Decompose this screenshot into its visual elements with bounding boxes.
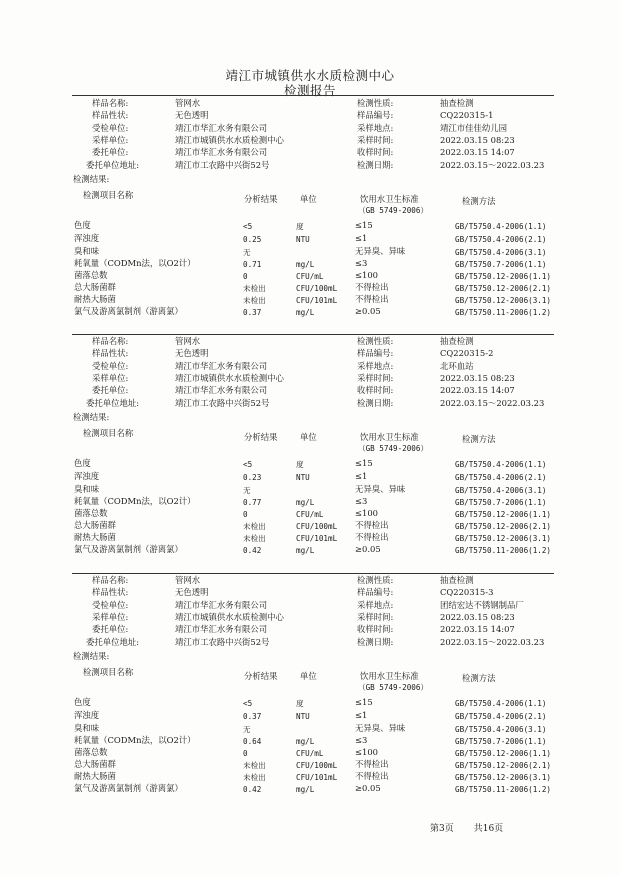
table-cell-item: 耗氧量（CODMn法，以O2计）: [74, 496, 196, 506]
table-cell-method: GB/T5750.4-2006(3.1): [455, 725, 547, 734]
table-cell-standard: ≤3: [355, 496, 368, 506]
table-cell-standard: ≤1: [355, 471, 368, 481]
sampling-unit-value: 靖江市城镇供水水质检测中心: [175, 372, 284, 383]
table-cell-method: GB/T5750.4-2006(1.1): [455, 460, 547, 469]
column-header-item: 检测项目名称: [83, 190, 134, 200]
table-cell-item: 总大肠菌群: [74, 282, 116, 292]
client-address-value: 靖江市工农路中兴街52号: [175, 397, 270, 408]
column-header-standard-ref: （GB 5749-2006）: [358, 683, 429, 692]
table-cell-method: GB/T5750.7-2006(1.1): [455, 260, 547, 269]
table-cell-unit: 度: [296, 222, 304, 231]
label-client-unit: 委托单位:: [92, 624, 129, 635]
column-header-method: 检测方法: [462, 673, 496, 683]
table-cell-standard: ≤15: [355, 697, 373, 707]
table-cell-standard: 不得检出: [355, 532, 389, 542]
column-header-result: 分析结果: [244, 194, 278, 204]
table-cell-unit: mg/L: [296, 785, 315, 794]
sampling-unit-value: 靖江市城镇供水水质检测中心: [175, 134, 284, 145]
label-sample-name: 样品名称:: [92, 575, 129, 585]
table-cell-method: GB/T5750.4-2006(2.1): [455, 235, 547, 244]
sampling-time-value: 2022.03.15 08:23: [440, 611, 515, 622]
table-cell-result: 0.23: [243, 473, 262, 482]
sample-property-value: 无色透明: [175, 110, 209, 121]
label-sampling-time: 采样时间:: [357, 134, 394, 145]
table-cell-item: 耗氧量（CODMn法，以O2计）: [74, 258, 196, 268]
label-test-date: 检测日期:: [357, 159, 394, 170]
table-cell-method: GB/T5750.12-2006(1.1): [455, 749, 552, 758]
sampling-time-value: 2022.03.15 08:23: [440, 134, 515, 145]
results-label: 检测结果:: [73, 174, 110, 184]
table-cell-item: 臭和味: [74, 246, 100, 256]
table-cell-result: 0.71: [243, 260, 262, 269]
table-cell-item: 菌落总数: [74, 270, 108, 280]
sampling-place-value: 团结宏达不锈钢制品厂: [440, 599, 524, 610]
sampling-time-value: 2022.03.15 08:23: [440, 372, 515, 383]
table-cell-result: <5: [243, 699, 253, 708]
page-number: 第3页: [430, 824, 454, 834]
label-sampling-place: 采样地点:: [357, 599, 394, 610]
table-cell-result: 未检出: [243, 534, 266, 543]
client-address-value: 靖江市工农路中兴街52号: [175, 636, 270, 647]
label-test-date: 检测日期:: [357, 636, 394, 647]
table-cell-result: <5: [243, 222, 253, 231]
column-header-item: 检测项目名称: [83, 428, 134, 438]
table-cell-method: GB/T5750.7-2006(1.1): [455, 498, 547, 507]
table-cell-standard: ≤100: [355, 747, 379, 757]
table-cell-unit: CFU/mL: [296, 510, 324, 519]
column-header-standard: 饮用水卫生标准: [360, 432, 419, 442]
table-cell-item: 氯气及游离氯制剂（游离氯）: [74, 783, 183, 793]
label-sample-property: 样品性状:: [92, 110, 129, 121]
table-cell-method: GB/T5750.11-2006(1.2): [455, 308, 552, 317]
label-client-unit: 委托单位:: [92, 385, 129, 396]
table-cell-unit: CFU/100mL: [296, 522, 338, 531]
table-cell-standard: 无异臭、异味: [355, 246, 406, 256]
table-cell-unit: CFU/mL: [296, 272, 324, 281]
client-unit-value: 靖江市华汇水务有限公司: [175, 385, 268, 396]
table-cell-item: 色度: [74, 697, 91, 707]
page-total: 共16页: [473, 824, 504, 834]
table-cell-method: GB/T5750.4-2006(3.1): [455, 248, 547, 257]
table-cell-item: 耐热大肠菌: [74, 294, 116, 304]
section-divider: [72, 573, 554, 574]
table-cell-method: GB/T5750.4-2006(1.1): [455, 222, 547, 231]
label-client-unit: 委托单位:: [92, 147, 129, 158]
table-cell-method: GB/T5750.11-2006(1.2): [455, 546, 552, 555]
entrusted-unit-value: 靖江市华汇水务有限公司: [175, 122, 268, 133]
table-cell-method: GB/T5750.12-2006(2.1): [455, 761, 552, 770]
table-cell-result: 无: [243, 725, 251, 734]
table-cell-result: 0.42: [243, 546, 262, 555]
table-cell-unit: CFU/100mL: [296, 284, 338, 293]
table-cell-item: 耐热大肠菌: [74, 771, 116, 781]
label-sampling-unit: 采样单位:: [92, 134, 129, 145]
label-sample-no: 样品编号:: [357, 587, 394, 598]
sample-property-value: 无色透明: [175, 348, 209, 359]
test-date-value: 2022.03.15～2022.03.23: [440, 159, 545, 170]
test-nature-value: 抽查检测: [440, 575, 474, 585]
table-cell-result: 0: [243, 749, 248, 758]
table-cell-method: GB/T5750.4-2006(2.1): [455, 473, 547, 482]
section-divider: [72, 334, 554, 335]
table-cell-item: 菌落总数: [74, 747, 108, 757]
table-cell-standard: ≤15: [355, 458, 373, 468]
table-cell-item: 臭和味: [74, 484, 100, 494]
table-cell-standard: ≥0.05: [355, 544, 381, 554]
table-cell-standard: 不得检出: [355, 771, 389, 781]
client-address-value: 靖江市工农路中兴街52号: [175, 159, 270, 170]
label-sampling-time: 采样时间:: [357, 372, 394, 383]
column-header-item: 检测项目名称: [83, 667, 134, 677]
sample-name-value: 管网水: [175, 336, 201, 346]
table-cell-standard: ≤15: [355, 220, 373, 230]
test-date-value: 2022.03.15～2022.03.23: [440, 397, 545, 408]
table-cell-item: 氯气及游离氯制剂（游离氯）: [74, 306, 183, 316]
table-cell-result: 0: [243, 272, 248, 281]
label-sampling-unit: 采样单位:: [92, 372, 129, 383]
label-receive-time: 收样时间:: [357, 385, 394, 396]
label-receive-time: 收样时间:: [357, 624, 394, 635]
table-cell-item: 菌落总数: [74, 508, 108, 518]
sample-no-value: CQ220315-3: [440, 587, 494, 598]
sampling-unit-value: 靖江市城镇供水水质检测中心: [175, 611, 284, 622]
column-header-unit: 单位: [300, 671, 317, 681]
table-cell-result: 0.37: [243, 308, 262, 317]
entrusted-unit-value: 靖江市华汇水务有限公司: [175, 360, 268, 371]
label-test-date: 检测日期:: [357, 397, 394, 408]
label-entrusted-unit: 受检单位:: [92, 360, 129, 371]
table-cell-result: 未检出: [243, 284, 266, 293]
table-cell-standard: ≤100: [355, 270, 379, 280]
sample-name-value: 管网水: [175, 98, 201, 108]
results-label: 检测结果:: [73, 412, 110, 422]
table-cell-item: 总大肠菌群: [74, 520, 116, 530]
column-header-method: 检测方法: [462, 196, 496, 206]
table-cell-method: GB/T5750.12-2006(2.1): [455, 522, 552, 531]
column-header-standard-ref: （GB 5749-2006）: [358, 206, 429, 215]
table-cell-item: 色度: [74, 220, 91, 230]
table-cell-item: 耐热大肠菌: [74, 532, 116, 542]
table-cell-unit: CFU/101mL: [296, 296, 338, 305]
label-client-address: 委托单位地址:: [86, 636, 140, 647]
table-cell-result: 0.37: [243, 712, 262, 721]
label-test-nature: 检测性质:: [357, 575, 394, 585]
test-date-value: 2022.03.15～2022.03.23: [440, 636, 545, 647]
page-title: 靖江市城镇供水水质检测中心: [225, 68, 395, 83]
table-cell-result: 0.25: [243, 235, 262, 244]
label-receive-time: 收样时间:: [357, 147, 394, 158]
table-cell-item: 总大肠菌群: [74, 759, 116, 769]
table-cell-result: 未检出: [243, 773, 266, 782]
table-cell-unit: mg/L: [296, 737, 315, 746]
table-cell-standard: ≤1: [355, 710, 368, 720]
table-cell-method: GB/T5750.12-2006(3.1): [455, 534, 552, 543]
table-cell-standard: 无异臭、异味: [355, 484, 406, 494]
entrusted-unit-value: 靖江市华汇水务有限公司: [175, 599, 268, 610]
table-cell-method: GB/T5750.12-2006(3.1): [455, 773, 552, 782]
table-cell-result: 无: [243, 248, 251, 257]
label-sampling-unit: 采样单位:: [92, 611, 129, 622]
receive-time-value: 2022.03.15 14:07: [440, 147, 515, 158]
table-cell-standard: 无异臭、异味: [355, 723, 406, 733]
table-cell-standard: ≥0.05: [355, 783, 381, 793]
table-cell-result: 0.77: [243, 498, 262, 507]
table-cell-standard: ≤3: [355, 258, 368, 268]
sample-no-value: CQ220315-2: [440, 348, 494, 359]
column-header-method: 检测方法: [462, 434, 496, 444]
receive-time-value: 2022.03.15 14:07: [440, 385, 515, 396]
column-header-result: 分析结果: [244, 671, 278, 681]
table-cell-item: 臭和味: [74, 723, 100, 733]
label-sample-name: 样品名称:: [92, 98, 129, 108]
table-cell-result: <5: [243, 460, 253, 469]
table-cell-standard: 不得检出: [355, 282, 389, 292]
test-nature-value: 抽查检测: [440, 336, 474, 346]
sample-no-value: CQ220315-1: [440, 110, 494, 121]
table-cell-unit: 度: [296, 699, 304, 708]
table-cell-result: 0.42: [243, 785, 262, 794]
table-cell-method: GB/T5750.4-2006(3.1): [455, 486, 547, 495]
table-cell-result: 未检出: [243, 296, 266, 305]
test-nature-value: 抽查检测: [440, 98, 474, 108]
table-cell-standard: ≤100: [355, 508, 379, 518]
column-header-standard: 饮用水卫生标准: [360, 671, 419, 681]
label-sample-no: 样品编号:: [357, 348, 394, 359]
table-cell-unit: CFU/101mL: [296, 534, 338, 543]
table-cell-unit: NTU: [296, 235, 310, 244]
table-cell-unit: NTU: [296, 473, 310, 482]
table-cell-item: 色度: [74, 458, 91, 468]
label-entrusted-unit: 受检单位:: [92, 599, 129, 610]
column-header-result: 分析结果: [244, 432, 278, 442]
sampling-place-value: 靖江市佳佳幼儿园: [440, 122, 507, 133]
table-cell-unit: mg/L: [296, 260, 315, 269]
table-cell-standard: ≤1: [355, 233, 368, 243]
column-header-standard-ref: （GB 5749-2006）: [358, 444, 429, 453]
table-cell-unit: CFU/mL: [296, 749, 324, 758]
table-cell-standard: ≥0.05: [355, 306, 381, 316]
label-entrusted-unit: 受检单位:: [92, 122, 129, 133]
table-cell-item: 浑浊度: [74, 710, 100, 720]
table-cell-unit: 度: [296, 460, 304, 469]
label-sampling-place: 采样地点:: [357, 360, 394, 371]
table-cell-result: 未检出: [243, 522, 266, 531]
label-test-nature: 检测性质:: [357, 336, 394, 346]
label-client-address: 委托单位地址:: [86, 397, 140, 408]
client-unit-value: 靖江市华汇水务有限公司: [175, 624, 268, 635]
label-sample-name: 样品名称:: [92, 336, 129, 346]
sampling-place-value: 北环血站: [440, 360, 474, 371]
table-cell-method: GB/T5750.12-2006(1.1): [455, 510, 552, 519]
table-cell-unit: mg/L: [296, 546, 315, 555]
table-cell-method: GB/T5750.4-2006(2.1): [455, 712, 547, 721]
table-cell-result: 0.64: [243, 737, 262, 746]
page-subtitle: 检测报告: [283, 83, 336, 98]
label-client-address: 委托单位地址:: [86, 159, 140, 170]
label-sampling-time: 采样时间:: [357, 611, 394, 622]
results-label: 检测结果:: [73, 651, 110, 661]
table-cell-method: GB/T5750.12-2006(2.1): [455, 284, 552, 293]
label-sample-property: 样品性状:: [92, 587, 129, 598]
table-cell-item: 氯气及游离氯制剂（游离氯）: [74, 544, 183, 554]
table-cell-unit: mg/L: [296, 308, 315, 317]
title-rule: [72, 95, 554, 96]
sample-name-value: 管网水: [175, 575, 201, 585]
label-sampling-place: 采样地点:: [357, 122, 394, 133]
table-cell-unit: CFU/100mL: [296, 761, 338, 770]
table-cell-result: 未检出: [243, 761, 266, 770]
label-sample-property: 样品性状:: [92, 348, 129, 359]
table-cell-result: 0: [243, 510, 248, 519]
table-cell-method: GB/T5750.7-2006(1.1): [455, 737, 547, 746]
table-cell-item: 浑浊度: [74, 233, 100, 243]
column-header-standard: 饮用水卫生标准: [360, 194, 419, 204]
table-cell-method: GB/T5750.11-2006(1.2): [455, 785, 552, 794]
label-sample-no: 样品编号:: [357, 110, 394, 121]
table-cell-unit: mg/L: [296, 498, 315, 507]
column-header-unit: 单位: [300, 194, 317, 204]
client-unit-value: 靖江市华汇水务有限公司: [175, 147, 268, 158]
table-cell-standard: ≤3: [355, 735, 368, 745]
table-cell-standard: 不得检出: [355, 294, 389, 304]
table-cell-unit: NTU: [296, 712, 310, 721]
table-cell-standard: 不得检出: [355, 520, 389, 530]
table-cell-result: 无: [243, 486, 251, 495]
receive-time-value: 2022.03.15 14:07: [440, 624, 515, 635]
table-cell-standard: 不得检出: [355, 759, 389, 769]
table-cell-unit: CFU/101mL: [296, 773, 338, 782]
table-cell-method: GB/T5750.4-2006(1.1): [455, 699, 547, 708]
label-test-nature: 检测性质:: [357, 98, 394, 108]
table-cell-item: 耗氧量（CODMn法，以O2计）: [74, 735, 196, 745]
table-cell-item: 浑浊度: [74, 471, 100, 481]
column-header-unit: 单位: [300, 432, 317, 442]
sample-property-value: 无色透明: [175, 587, 209, 598]
table-cell-method: GB/T5750.12-2006(3.1): [455, 296, 552, 305]
page-footer: [430, 821, 523, 834]
table-cell-method: GB/T5750.12-2006(1.1): [455, 272, 552, 281]
